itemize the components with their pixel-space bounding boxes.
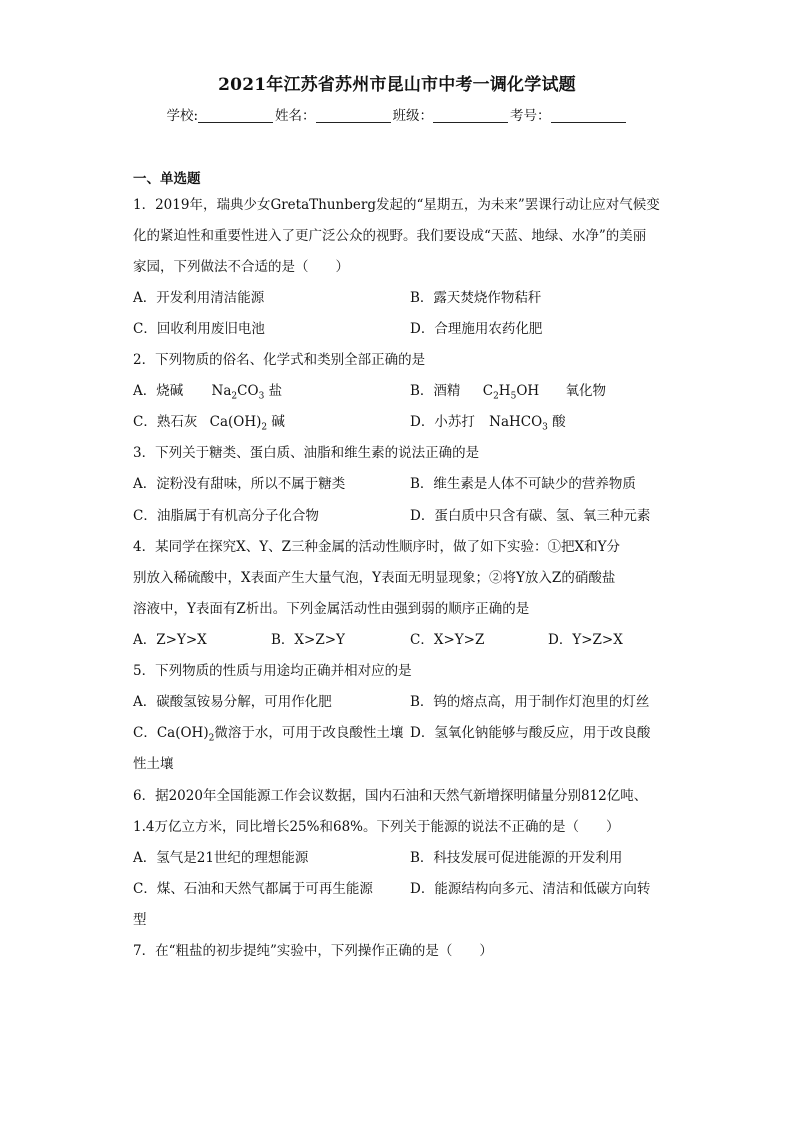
q1-line-2: 化的紧迫性和重要性进入了更广泛公众的视野。我们要设成“天蓝、地绿、水净”的美丽 bbox=[133, 228, 647, 244]
page-title: 2021年江苏省苏州市昆山市中考一调化学试题 bbox=[218, 75, 576, 95]
q5-option-b: B．钨的熔点高，用于制作灯泡里的灯丝 bbox=[410, 694, 650, 710]
exam-no-blank[interactable] bbox=[551, 108, 626, 123]
q5-stem: 5．下列物质的性质与用途均正确并相对应的是 bbox=[133, 663, 412, 679]
q4-line-3: 溶液中，Y表面有Z析出。下列金属活动性由强到弱的顺序正确的是 bbox=[133, 601, 530, 617]
q1-line-3: 家园，下列做法不合适的是（ ） bbox=[133, 259, 349, 275]
class-blank[interactable] bbox=[433, 108, 508, 123]
q1-option-d: D．合理施用农药化肥 bbox=[410, 321, 543, 337]
q2-d-label: D．小苏打 bbox=[410, 414, 475, 430]
q7-stem: 7．在“粗盐的初步提纯”实验中，下列操作正确的是（ ） bbox=[133, 943, 493, 959]
section-title: 一、单选题 bbox=[133, 171, 201, 187]
q2-a-formula: $Na_2CO_3$ bbox=[211, 383, 265, 402]
q1-option-b: B．露天焚烧作物秸秆 bbox=[410, 290, 542, 306]
q2-c-class: 碱 bbox=[267, 414, 285, 430]
q6-option-d: D．能源结构向多元、清洁和低碳方向转 bbox=[410, 881, 651, 897]
q4-line-1: 4．某同学在探究X、Y、Z三种金属的活动性顺序时，做了如下实验：①把X和Y分 bbox=[133, 539, 621, 555]
q2-a-class: 盐 bbox=[264, 383, 283, 399]
q4-option-c: C．X>Y>Z bbox=[410, 632, 485, 648]
student-info-row bbox=[0, 104, 794, 124]
q5-option-c: C．$Ca(OH)_2$微溶于水，可用于改良酸性土壤 bbox=[133, 725, 404, 744]
q4-line-2: 别放入稀硫酸中，X表面产生大量气泡，Y表面无明显现象；②将Y放入Z的硝酸盐 bbox=[133, 570, 616, 586]
q3-option-d: D．蛋白质中只含有碳、氢、氧三种元素 bbox=[410, 508, 651, 524]
q1-option-a: A．开发利用清洁能源 bbox=[133, 290, 265, 306]
q3-option-a: A．淀粉没有甜味，所以不属于糖类 bbox=[133, 476, 346, 492]
q2-d-formula: NaHCO$_3$ bbox=[489, 414, 548, 433]
q6-option-d-continued: 型 bbox=[133, 912, 147, 928]
q3-option-b: B．维生素是人体不可缺少的营养物质 bbox=[410, 476, 636, 492]
q6-option-c: C．煤、石油和天然气都属于可再生能源 bbox=[133, 881, 373, 897]
q3-option-c: C．油脂属于有机高分子化合物 bbox=[133, 508, 319, 524]
q2-d-class: 酸 bbox=[547, 414, 566, 430]
q2-b-formula: $C_2H_5OH$ bbox=[482, 383, 540, 402]
name-label: 姓名： bbox=[275, 108, 316, 124]
q6-line-1: 6．据2020年全国能源工作会议数据，国内石油和天然气新增探明储量分别812亿吨、 bbox=[133, 788, 648, 804]
q2-c-formula: $Ca(OH)_2$ bbox=[209, 414, 268, 433]
q2-c-label: C．熟石灰 bbox=[133, 414, 198, 430]
school-label: 学校: bbox=[166, 108, 199, 124]
q1-line-1: 1．2019年，瑞典少女GretaThunberg发起的“星期五，为未来”罢课行动让应对气候变 bbox=[133, 197, 660, 213]
q2-option-d bbox=[410, 410, 566, 433]
q5-option-d-continued: 性土壤 bbox=[133, 756, 174, 772]
q2-b-label: B．酒精 bbox=[410, 383, 461, 399]
class-label: 班级： bbox=[392, 108, 434, 124]
q4-option-b: B．X>Z>Y bbox=[271, 632, 345, 648]
q6-line-2: 1.4万亿立方米，同比增长25%和68%。下列关于能源的说法不正确的是（ ） bbox=[133, 819, 620, 835]
school-blank[interactable] bbox=[198, 108, 273, 123]
q2-option-a bbox=[133, 379, 282, 402]
exam-no-label: 考号： bbox=[510, 108, 551, 124]
q6-option-b: B．科技发展可促进能源的开发利用 bbox=[410, 850, 623, 866]
q2-stem: 2．下列物质的俗名、化学式和类别全部正确的是 bbox=[133, 352, 426, 368]
q2-option-c bbox=[133, 410, 285, 433]
name-blank[interactable] bbox=[316, 108, 391, 123]
q2-b-class: 氧化物 bbox=[565, 383, 606, 399]
q3-stem: 3．下列关于糖类、蛋白质、油脂和维生素的说法正确的是 bbox=[133, 445, 480, 461]
q5-option-d: D．氢氧化钠能够与酸反应，用于改良酸 bbox=[410, 725, 651, 741]
q6-option-a: A．氢气是21世纪的理想能源 bbox=[133, 850, 309, 866]
q2-option-b bbox=[410, 379, 606, 402]
q4-option-a: A．Z>Y>X bbox=[133, 632, 207, 648]
q2-a-label: A．烧碱 bbox=[133, 383, 184, 399]
q5-option-a: A．碳酸氢铵易分解，可用作化肥 bbox=[133, 694, 332, 710]
q4-option-d: D．Y>Z>X bbox=[548, 632, 623, 648]
q1-option-c: C．回收利用废旧电池 bbox=[133, 321, 265, 337]
